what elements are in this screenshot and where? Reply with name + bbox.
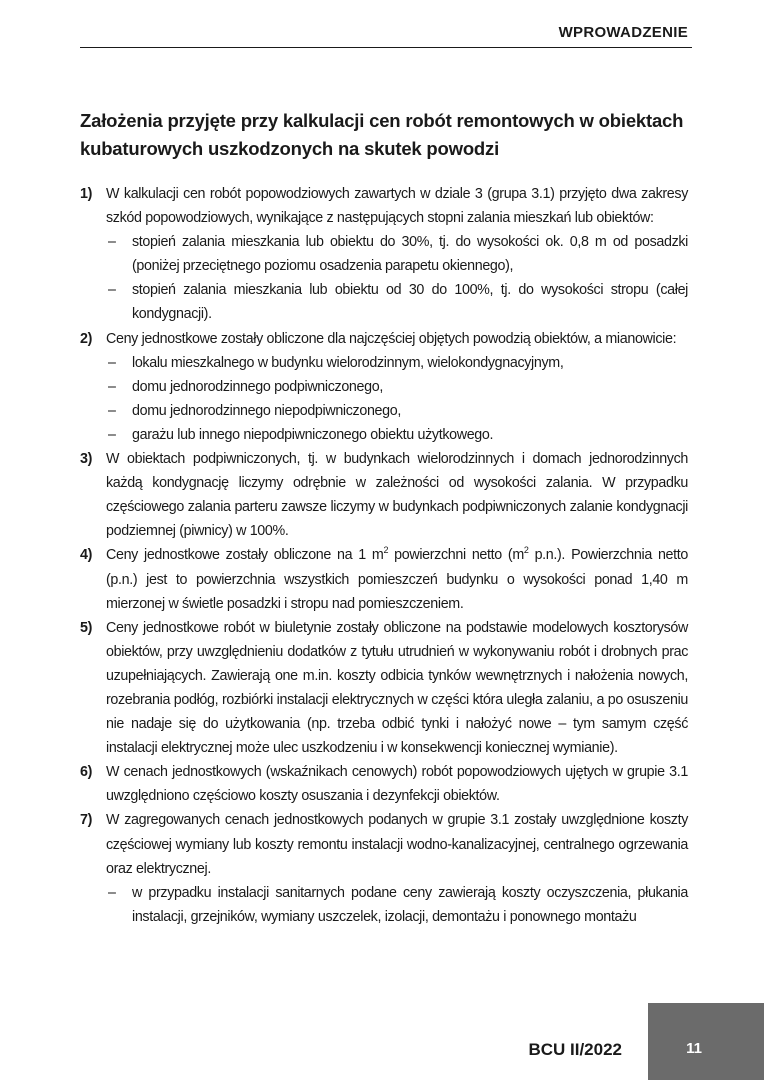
list-item-4	[80, 543, 688, 615]
bullet-item	[80, 278, 688, 326]
item-text: Ceny jednostkowe robót w biuletynie zostały obliczone na podstawie modelowych kosztorysów obiektów, przy uwzględnieniu dodatków z tytułu utrudnień w wykonywaniu robót i drobnych prac uzupełniających. Zawierają one m.in. koszty odbicia tynków wewnętrznych i nałożenia nowych, rozebrania podłóg, rozbiórki instalacji elektrycznych w części która uległa zalaniu, a po osuszeniu nie nadaje się do użytkowania (np. trzeba odbić tynki i nałożyć nowe – tym samym część instalacji elektrycznej może ulec uszkodzeniu i w konsekwencji koniecznej wymianie).	[106, 619, 688, 757]
list-item-6	[80, 760, 688, 808]
dash-marker: –	[108, 234, 116, 251]
list-item-7	[80, 808, 688, 928]
item-text: W zagregowanych cenach jednostkowych podanych w grupie 3.1 zostały uwzględnione koszty częściowej wymiany lub koszty remontu instalacji wodno-kanalizacyjnej, centralnego ogrzewania oraz elektrycznej.	[106, 812, 688, 877]
dash-marker: –	[108, 354, 116, 371]
item-text: W obiektach podpiwniczonych, tj. w budynkach wielorodzinnych i domach jednorodzinnych każdą kondygnację liczymy odrębnie w zależności od wysokości zalania. W przypadku częściowego zalania parteru zawsze liczymy w budynkach podpiwniczonych zalanie kondygnacji podziemnej (piwnicy) w 100%.	[106, 451, 688, 540]
list-item-5	[80, 616, 688, 761]
text-part: p.n.). Powierzchnia netto (p.n.) jest to powierzchnia wszystkich pomieszczeń budynku o wysokości ponad 1,40 m mierzonej w świetle posadzki i stropu nad pomieszczeniem.	[106, 547, 688, 612]
bullet-item	[80, 351, 688, 375]
item-number: 6)	[80, 764, 93, 781]
bullet-item	[80, 423, 688, 447]
bullet-text: domu jednorodzinnego niepodpiwniczonego,	[132, 402, 401, 419]
item-number: 3)	[80, 451, 93, 468]
section-title: WPROWADZENIE	[558, 24, 688, 41]
item-text: Ceny jednostkowe zostały obliczone dla najczęściej objętych powodzią obiektów, a mianowicie:	[106, 330, 677, 347]
item-number: 1)	[80, 186, 93, 202]
item-text: W cenach jednostkowych (wskaźnikach cenowych) robót popowodziowych ujętych w grupie 3.1 uwzględniono częściowo koszty osuszania i dezynfekcji obiektów.	[106, 764, 688, 805]
item-text: W kalkulacji cen robót popowodziowych zawartych w dziale 3 (grupa 3.1) przyjęto dwa zakresy szkód popowodziowych, wynikające z następujących stopni zalania mieszkań lub obiektów:	[106, 186, 688, 227]
item-number: 5)	[80, 619, 93, 636]
bullet-text: stopień zalania mieszkania lub obiektu do 30%, tj. do wysokości ok. 0,8 m od posadzki (poniżej przeciętnego poziomu osadzenia parapetu okiennego),	[132, 234, 688, 275]
list-item-3	[80, 447, 688, 543]
bullet-text: stopień zalania mieszkania lub obiektu od 30 do 100%, tj. do wysokości stropu (całej kondygnacji).	[132, 282, 688, 323]
item-number: 2)	[80, 330, 93, 347]
text-part: Ceny jednostkowe zostały obliczone na 1 m	[106, 547, 384, 564]
content	[80, 182, 688, 929]
list-item-2	[80, 327, 688, 447]
bullet-item	[80, 230, 688, 278]
superscript: 2	[383, 545, 389, 556]
bullet-item	[80, 375, 688, 399]
item-text	[106, 547, 688, 611]
header-rule	[80, 47, 692, 48]
page-heading: Założenia przyjęte przy kalkulacji cen robót remontowych w obiektach kubaturowych uszkodzonych na skutek powodzi	[80, 110, 684, 159]
superscript: 2	[523, 545, 529, 556]
item-number: 4)	[80, 547, 93, 564]
page-number: 11	[686, 1040, 702, 1057]
bullet-item	[80, 881, 688, 929]
dash-marker: –	[108, 378, 116, 395]
text-part: powierzchni netto (m	[388, 547, 524, 564]
item-number: 7)	[80, 812, 93, 829]
bullet-text: lokalu mieszkalnego w budynku wielorodzinnym, wielokondygnacyjnym,	[132, 354, 564, 371]
list-item-1	[80, 182, 688, 327]
dash-marker: –	[108, 402, 116, 419]
journal-title: BCU II/2022	[528, 1040, 622, 1059]
bullet-text: w przypadku instalacji sanitarnych podane ceny zawierają koszty oczyszczenia, płukania instalacji, grzejników, wymiany uszczelek, izolacji, demontażu i ponownego montażu	[132, 884, 688, 925]
bullet-text: garażu lub innego niepodpiwniczonego obiektu użytkowego.	[132, 426, 494, 443]
dash-marker: –	[108, 282, 116, 299]
bullet-text: domu jednorodzinnego podpiwniczonego,	[132, 378, 383, 395]
bullet-item	[80, 399, 688, 423]
dash-marker: –	[108, 426, 116, 443]
dash-marker: –	[108, 884, 116, 901]
